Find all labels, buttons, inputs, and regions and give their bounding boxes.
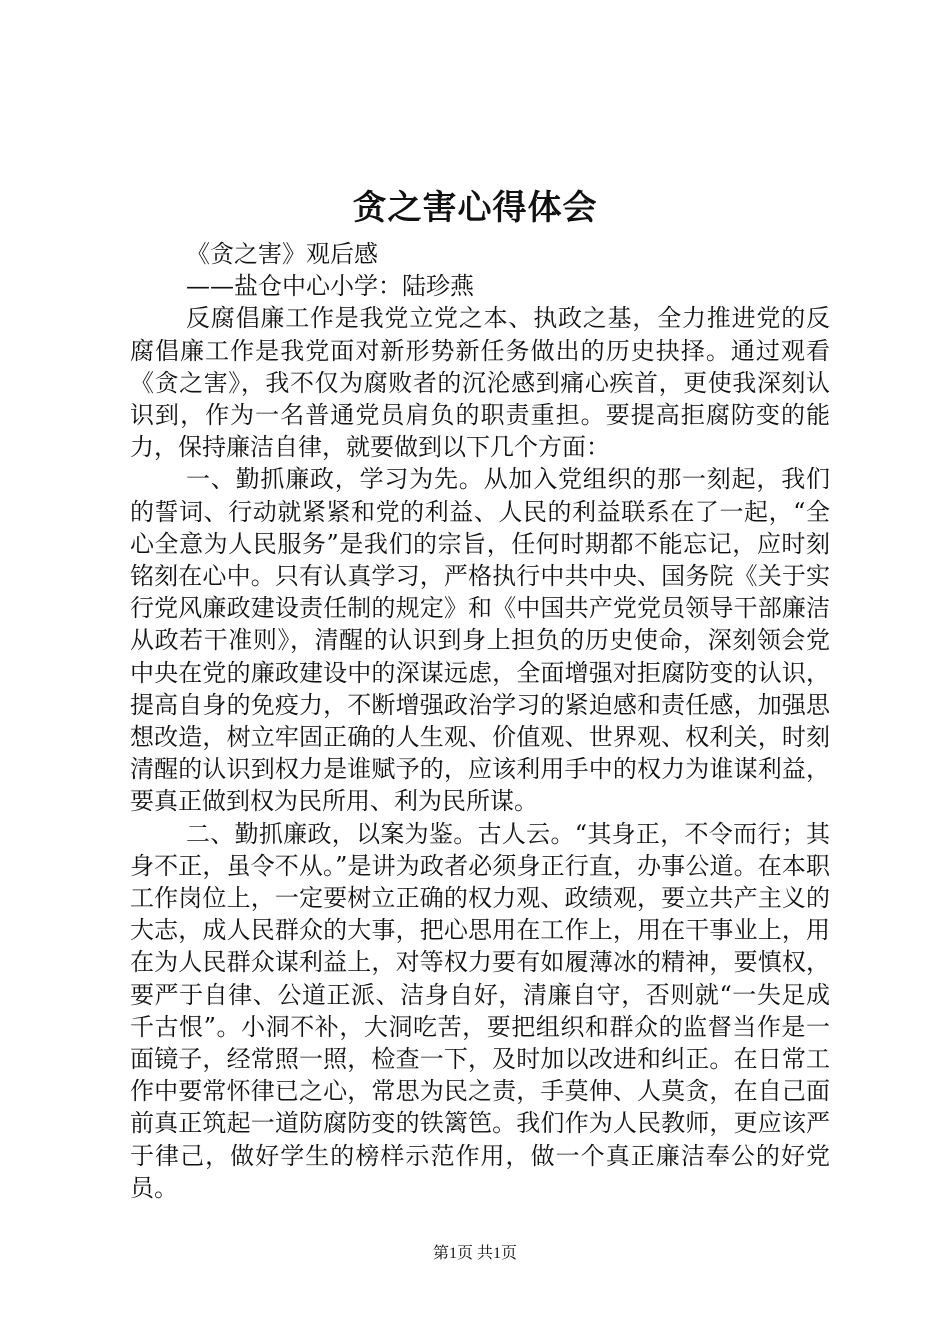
document-body	[130, 238, 830, 1204]
subtitle: 《贪之害》观后感	[186, 240, 378, 268]
paragraph-intro: 反腐倡廉工作是我党立党之本、执政之基，全力推进党的反腐倡廉工作是我党面对新形势新任务做出的历史抉择。通过观看《贪之害》，我不仅为腐败者的沉沦感到痛心疾首，更使我深刻认识到，作为一名普通党员肩负的职责重担。要提高拒腐防变的能力，保持廉洁自律，就要做到以下几个方面：	[130, 304, 830, 462]
page-footer: 第1页 共1页	[432, 1245, 517, 1262]
document-title: 贪之害心得体会	[352, 188, 598, 228]
paragraph-section-1: 一、勤抓廉政，学习为先。从加入党组织的那一刻起，我们的誓词、行动就紧紧和党的利益、人民的利益联系在了一起，“全心全意为人民服务”是我们的宗旨，任何时期都不能忘记，应时刻铭刻在心中。只有认真学习，严格执行中共中央、国务院《关于实行党风廉政建设责任制的规定》和《中国共产党党员领导干部廉洁从政若干准则》，清醒的认识到身上担负的历史使命，深刻领会党中央在党的廉政建设中的深谋远虑，全面增强对拒腐防变的认识，提高自身的免疫力，不断增强政治学习的紧迫感和责任感，加强思想改造，树立牢固正确的人生观、价值观、世界观、权利关，时刻清醒的认识到权力是谁赋予的，应该利用手中的权力为谁谋利益，要真正做到权为民所用、利为民所谋。	[130, 465, 830, 816]
author-line: ——盐仓中心小学：陆珍燕	[186, 272, 474, 301]
paragraph-section-2: 二、勤抓廉政，以案为鉴。古人云。“其身正，不令而行；其身不正，虽令不从。”是讲为政者必须身正行直，办事公道。在本职工作岗位上，一定要树立正确的权力观、政绩观，要立共产主义的大志，成人民群众的大事，把心思用在工作上，用在干事业上，用在为人民群众谋利益上，对等权力要有如履薄冰的精神，要慎权，要严于自律、公道正派、洁身自好，清廉自守，否则就“一失足成千古恨”。小洞不补，大洞吃苦，要把组织和群众的监督当作是一面镜子，经常照一照，检查一下，及时加以改进和纠正。在日常工作中要常怀律已之心，常思为民之责，手莫伸、人莫贪，在自己面前真正筑起一道防腐防变的铁篱笆。我们作为人民教师，更应该严于律己，做好学生的榜样示范作用，做一个真正廉洁奉公的好党员。	[130, 819, 830, 1202]
